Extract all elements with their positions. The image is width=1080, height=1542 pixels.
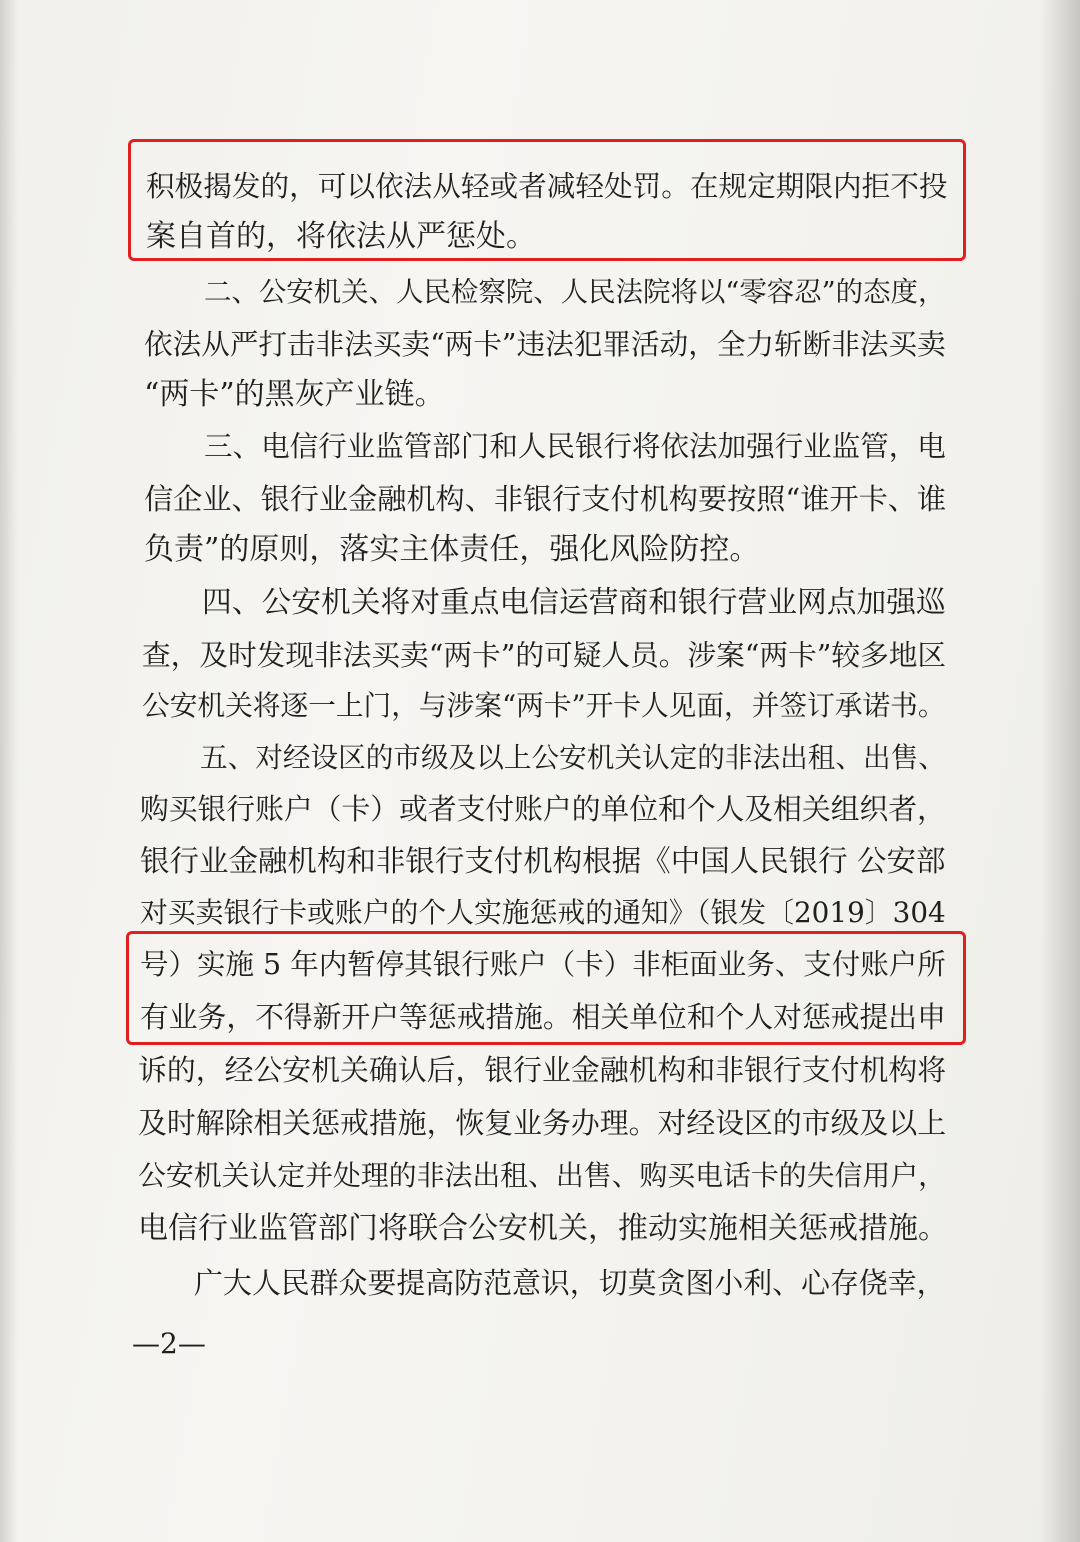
text-line: 及时解除相关惩戒措施，恢复业务办理。对经设区的市级及以上 bbox=[138, 1106, 947, 1140]
text-line: 信企业、银行业金融机构、非银行支付机构要按照“谁开卡、谁 bbox=[144, 482, 947, 516]
text-line: 四、公安机关将对重点电信运营商和银行营业网点加强巡 bbox=[202, 585, 946, 620]
highlight-box-middle bbox=[126, 931, 966, 1045]
text-line: 公安机关将逐一上门，与涉案“两卡”开卡人见面，并签订承诺书。 bbox=[142, 689, 946, 722]
page-number: —2— bbox=[132, 1327, 206, 1360]
text-line: 积极揭发的，可以依法从轻或者减轻处罚。在规定期限内拒不投 bbox=[146, 169, 948, 203]
highlight-box-top bbox=[128, 139, 966, 261]
text-line: 五、对经设区的市级及以上公安机关认定的非法出租、出售、 bbox=[200, 741, 946, 774]
text-line: 对买卖银行卡或账户的个人实施惩戒的通知》（银发〔2019〕304 bbox=[140, 896, 946, 929]
text-line: 电信行业监管部门将联合公安机关，推动实施相关惩戒措施。 bbox=[138, 1211, 948, 1246]
text-line: 购买银行账户（卡）或者支付账户的单位和个人及相关组织者， bbox=[140, 792, 946, 826]
text-line: 银行业金融机构和非银行支付机构根据《中国人民银行 公安部 bbox=[140, 844, 946, 878]
text-line: 有业务，不得新开户等惩戒措施。相关单位和个人对惩戒提出申 bbox=[140, 1000, 946, 1034]
text-line: 广大人民群众要提高防范意识，切莫贪图小利、心存侥幸， bbox=[194, 1266, 946, 1300]
page-shadow-left bbox=[0, 0, 18, 1542]
text-line: 依法从严打击非法买卖“两卡”违法犯罪活动，全力斩断非法买卖 bbox=[144, 327, 946, 361]
text-line: 三、电信行业监管部门和人民银行将依法加强行业监管，电 bbox=[204, 430, 946, 463]
text-line: 负责”的原则，落实主体责任，强化风险防控。 bbox=[144, 532, 760, 567]
text-line: 案自首的，将依法从严惩处。 bbox=[146, 219, 536, 254]
text-line: “两卡”的黑灰产业链。 bbox=[144, 377, 445, 412]
text-line: 公安机关认定并处理的非法出租、出售、购买电话卡的失信用户， bbox=[138, 1159, 946, 1192]
text-line: 号）实施 5 年内暂停其银行账户（卡）非柜面业务、支付账户所 bbox=[140, 948, 946, 981]
text-line: 查，及时发现非法买卖“两卡”的可疑人员。涉案“两卡”较多地区 bbox=[142, 638, 947, 672]
page-shadow-right bbox=[1040, 0, 1080, 1542]
text-line: 诉的，经公安机关确认后，银行业金融机构和非银行支付机构将 bbox=[138, 1053, 947, 1087]
text-line: 二、公安机关、人民检察院、人民法院将以“零容忍”的态度， bbox=[204, 277, 946, 308]
